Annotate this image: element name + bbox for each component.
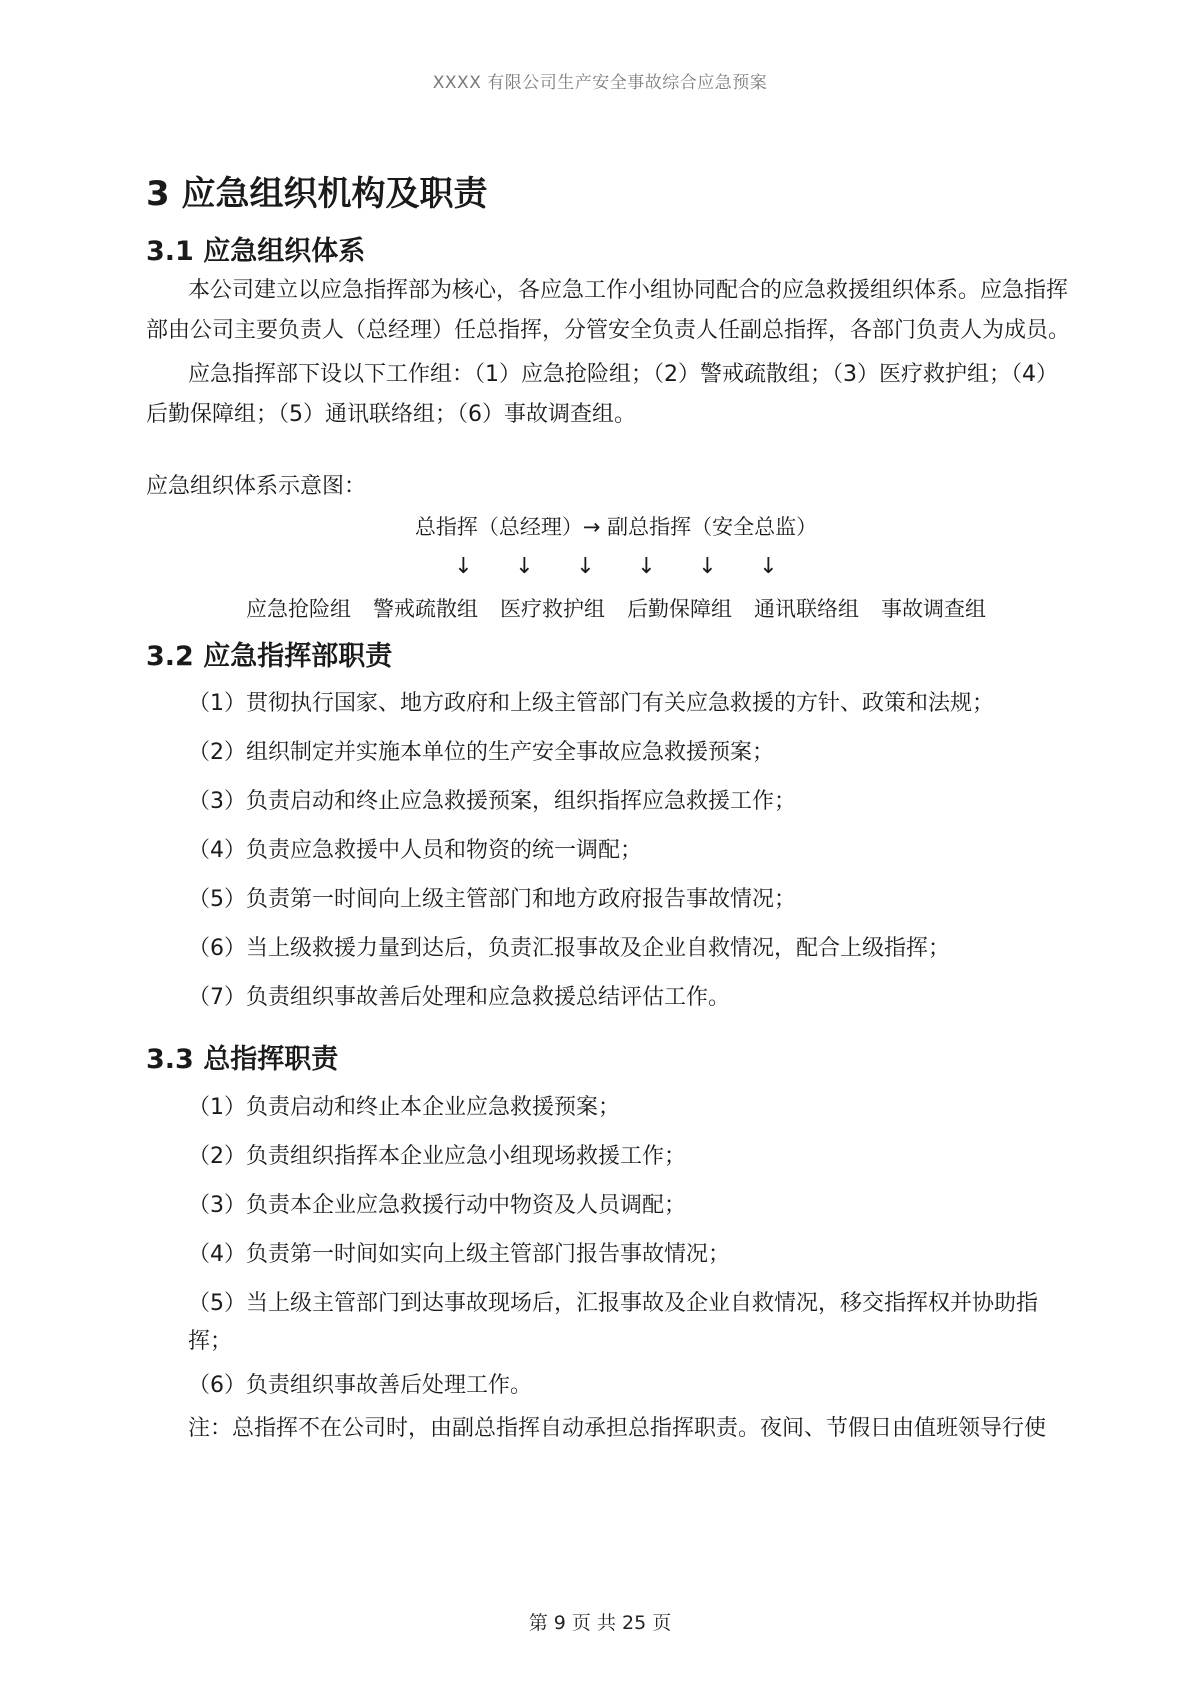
- duty-item: （6）负责组织事故善后处理工作。: [188, 1372, 532, 1398]
- diagram-group: 应急抢险组: [246, 596, 351, 621]
- duty-item: （6）当上级救援力量到达后，负责汇报事故及企业自救情况，配合上级指挥；: [188, 936, 950, 962]
- duty-item: （4）负责第一时间如实向上级主管部门报告事故情况；: [188, 1241, 730, 1267]
- down-arrow-icon: ↓: [515, 553, 534, 579]
- down-arrow-icon: ↓: [454, 553, 473, 579]
- section-3-1-paragraph-1: 本公司建立以应急指挥部为核心，各应急工作小组协同配合的应急救援组织体系。应急指挥部由公司主要负责人（总经理）任总指挥，分管安全负责人任副总指挥，各部门负责人为成员。: [146, 277, 1071, 343]
- down-arrow-icon: ↓: [637, 553, 656, 579]
- diagram-group: 医疗救护组: [500, 596, 605, 621]
- diagram-group: 后勤保障组: [627, 596, 732, 621]
- section-3-3-title: 3.3 总指挥职责: [146, 1044, 339, 1076]
- duty-item: （3）负责本企业应急救援行动中物资及人员调配；: [188, 1192, 686, 1218]
- duty-item: （5）当上级主管部门到达事故现场后，汇报事故及企业自救情况，移交指挥权并协助指挥；: [188, 1290, 1038, 1354]
- diagram-group: 通讯联络组: [754, 596, 859, 621]
- page-header: XXXX 有限公司生产安全事故综合应急预案: [432, 73, 768, 93]
- down-arrow-icon: ↓: [698, 553, 717, 579]
- duty-item: （1）贯彻执行国家、地方政府和上级主管部门有关应急救援的方针、政策和法规；: [188, 691, 994, 717]
- duty-item: （2）负责组织指挥本企业应急小组现场救援工作；: [188, 1143, 686, 1169]
- section-3-1-paragraph-2: 应急指挥部下设以下工作组：（1）应急抢险组；（2）警戒疏散组；（3）医疗救护组；（4）后勤保障组；（5）通讯联络组；（6）事故调查组。: [146, 361, 1058, 427]
- duty-item: （4）负责应急救援中人员和物资的统一调配；: [188, 838, 642, 864]
- section-3-2-title: 3.2 应急指挥部职责: [146, 640, 393, 672]
- chapter-title: 3 应急组织机构及职责: [146, 174, 488, 214]
- diagram-group: 警戒疏散组: [373, 596, 478, 621]
- diagram-groups: [146, 587, 1076, 631]
- duty-item: （1）负责启动和终止本企业应急救援预案；: [188, 1094, 620, 1120]
- note-text: 注：总指挥不在公司时，由副总指挥自动承担总指挥职责。夜间、节假日由值班领导行使: [188, 1415, 1047, 1441]
- diagram-arrows: [146, 547, 1076, 587]
- diagram-command-line: 总指挥（总经理）→ 副总指挥（安全总监）: [414, 514, 818, 539]
- page-number: 第 9 页 共 25 页: [528, 1612, 672, 1634]
- down-arrow-icon: ↓: [759, 553, 778, 579]
- duty-item: （2）组织制定并实施本单位的生产安全事故应急救援预案；: [188, 740, 774, 766]
- duty-item: （7）负责组织事故善后处理和应急救援总结评估工作。: [188, 985, 730, 1011]
- diagram-caption: 应急组织体系示意图：: [146, 473, 367, 499]
- diagram-group: 事故调查组: [881, 596, 986, 621]
- down-arrow-icon: ↓: [576, 553, 595, 579]
- section-3-1-title: 3.1 应急组织体系: [146, 236, 366, 268]
- duty-item: （5）负责第一时间向上级主管部门和地方政府报告事故情况；: [188, 887, 796, 913]
- document-body: [146, 172, 1076, 1448]
- duty-item: （3）负责启动和终止应急救援预案，组织指挥应急救援工作；: [188, 789, 796, 815]
